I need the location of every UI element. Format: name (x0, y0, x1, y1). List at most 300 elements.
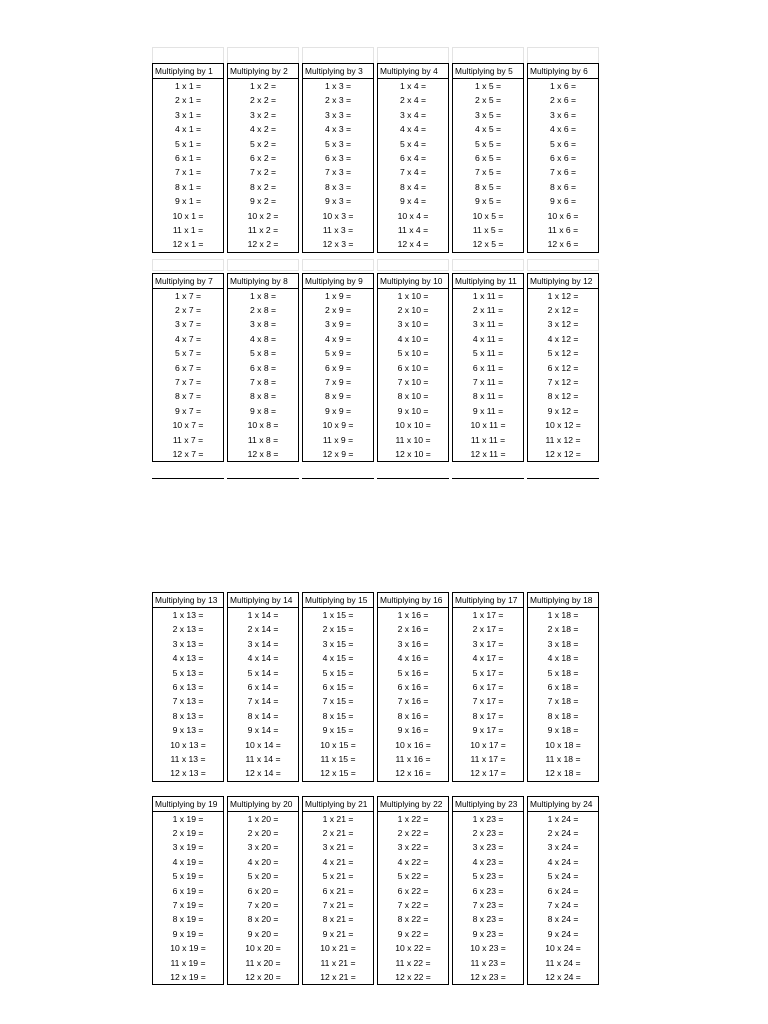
equation-row: 5 x 20 = (247, 871, 279, 882)
equation-row: 4 x 5 = (474, 124, 502, 135)
table-title: Multiplying by 22 (378, 797, 448, 812)
equation-row: 5 x 11 = (472, 348, 504, 359)
equation-row: 12 x 23 = (470, 971, 506, 982)
equation-row: 8 x 16 = (397, 710, 429, 721)
times-table (302, 273, 374, 463)
equation-row: 11 x 4 = (397, 224, 429, 235)
equation-row: 10 x 14 = (245, 739, 281, 750)
equation-row: 11 x 6 = (547, 224, 579, 235)
equation-row: 3 x 16 = (397, 638, 429, 649)
equation-row: 4 x 10 = (397, 333, 429, 344)
table-title: Multiplying by 8 (228, 274, 298, 289)
equation-row: 6 x 23 = (472, 885, 504, 896)
equation-row: 5 x 2 = (249, 138, 277, 149)
table-title: Multiplying by 2 (228, 64, 298, 79)
equation-row: 9 x 23 = (472, 928, 504, 939)
table-title: Multiplying by 15 (303, 593, 373, 608)
equation-row: 4 x 12 = (547, 333, 579, 344)
equation-row: 10 x 16 = (395, 739, 431, 750)
equation-row: 11 x 1 = (172, 224, 204, 235)
equation-row: 10 x 3 = (322, 210, 354, 221)
equation-row: 12 x 12 = (545, 448, 581, 459)
equation-row: 10 x 2 = (247, 210, 279, 221)
times-table (527, 63, 599, 253)
equation-row: 10 x 15 = (320, 739, 356, 750)
equation-row: 2 x 23 = (472, 828, 504, 839)
equation-row: 12 x 22 = (395, 971, 431, 982)
equation-row: 2 x 7 = (174, 305, 202, 316)
equation-row: 6 x 5 = (474, 152, 502, 163)
equation-row: 7 x 1 = (174, 167, 202, 178)
equation-row: 9 x 24 = (547, 928, 579, 939)
equation-row: 2 x 16 = (397, 624, 429, 635)
equation-row: 6 x 8 = (249, 362, 277, 373)
equation-row: 6 x 11 = (472, 362, 504, 373)
equation-row: 7 x 8 = (249, 377, 277, 388)
equation-row: 11 x 5 = (472, 224, 504, 235)
equation-row: 1 x 16 = (397, 610, 429, 620)
empty-grid-row (152, 253, 616, 271)
equation-row: 12 x 7 = (172, 448, 204, 459)
table-title: Multiplying by 17 (453, 593, 523, 608)
equation-row: 12 x 10 = (395, 448, 431, 459)
equation-row: 10 x 22 = (395, 943, 431, 954)
equation-row: 7 x 11 = (472, 377, 504, 388)
equation-row: 1 x 14 = (247, 610, 279, 620)
table-title: Multiplying by 12 (528, 274, 598, 289)
equation-row: 2 x 8 = (249, 305, 277, 316)
equation-row: 5 x 5 = (474, 138, 502, 149)
equation-row: 8 x 10 = (397, 391, 429, 402)
equation-row: 2 x 15 = (322, 624, 354, 635)
equation-row: 1 x 17 = (472, 610, 504, 620)
equation-row: 1 x 18 = (547, 610, 579, 620)
equation-row: 11 x 13 = (170, 753, 206, 764)
equation-row: 1 x 6 = (549, 81, 577, 91)
equation-row: 2 x 3 = (324, 95, 352, 106)
equation-row: 7 x 20 = (247, 900, 279, 911)
equation-row: 3 x 11 = (472, 319, 504, 330)
equation-row: 7 x 19 = (172, 900, 204, 911)
equation-row: 5 x 21 = (322, 871, 354, 882)
equation-row: 7 x 16 = (397, 696, 429, 707)
equation-row: 7 x 9 = (324, 377, 352, 388)
equation-row: 8 x 20 = (247, 914, 279, 925)
equation-row: 1 x 19 = (172, 813, 204, 824)
equation-row: 12 x 20 = (245, 971, 281, 982)
equation-row: 10 x 24 = (545, 943, 581, 954)
equation-row: 2 x 13 = (172, 624, 204, 635)
equation-row: 4 x 24 = (547, 856, 579, 867)
equation-row: 6 x 12 = (547, 362, 579, 373)
equation-row: 7 x 10 = (397, 377, 429, 388)
equation-row: 3 x 19 = (172, 842, 204, 853)
equation-row: 12 x 5 = (472, 239, 504, 250)
equation-row: 6 x 1 = (174, 152, 202, 163)
equation-row: 4 x 8 = (249, 333, 277, 344)
equation-row: 6 x 20 = (247, 885, 279, 896)
equation-row: 1 x 3 = (324, 81, 352, 91)
equation-row: 3 x 23 = (472, 842, 504, 853)
equation-row: 7 x 23 = (472, 900, 504, 911)
equation-row: 11 x 20 = (245, 957, 281, 968)
equation-row: 12 x 1 = (172, 239, 204, 250)
equation-row: 12 x 9 = (322, 448, 354, 459)
equation-row: 6 x 14 = (247, 681, 279, 692)
equation-row: 8 x 22 = (397, 914, 429, 925)
equation-row: 5 x 12 = (547, 348, 579, 359)
equation-row: 9 x 9 = (324, 405, 352, 416)
equation-row: 4 x 1 = (174, 124, 202, 135)
equation-row: 5 x 6 = (549, 138, 577, 149)
equation-row: 11 x 24 = (545, 957, 581, 968)
equation-row: 9 x 22 = (397, 928, 429, 939)
equation-row: 4 x 22 = (397, 856, 429, 867)
equation-row: 4 x 20 = (247, 856, 279, 867)
equation-row: 4 x 6 = (549, 124, 577, 135)
equation-row: 9 x 11 = (472, 405, 504, 416)
times-table (377, 592, 449, 782)
times-table (452, 63, 524, 253)
equation-row: 7 x 12 = (547, 377, 579, 388)
equation-row: 12 x 13 = (170, 768, 206, 779)
equation-row: 10 x 18 = (545, 739, 581, 750)
tables-row-13-to-18 (152, 592, 616, 782)
equation-row: 8 x 9 = (324, 391, 352, 402)
equation-row: 9 x 5 = (474, 196, 502, 207)
equation-row: 6 x 13 = (172, 681, 204, 692)
equation-row: 9 x 21 = (322, 928, 354, 939)
equation-row: 2 x 24 = (547, 828, 579, 839)
times-table (227, 273, 299, 463)
equation-row: 1 x 4 = (399, 81, 427, 91)
equation-row: 6 x 17 = (472, 681, 504, 692)
equation-row: 8 x 11 = (472, 391, 504, 402)
table-title: Multiplying by 9 (303, 274, 373, 289)
equation-row: 2 x 12 = (547, 305, 579, 316)
equation-row: 2 x 14 = (247, 624, 279, 635)
table-title: Multiplying by 14 (228, 593, 298, 608)
equation-row: 6 x 9 = (324, 362, 352, 373)
equation-row: 6 x 19 = (172, 885, 204, 896)
equation-row: 5 x 24 = (547, 871, 579, 882)
equation-row: 4 x 19 = (172, 856, 204, 867)
equation-row: 9 x 4 = (399, 196, 427, 207)
equation-row: 7 x 17 = (472, 696, 504, 707)
times-table (152, 796, 224, 986)
equation-row: 4 x 2 = (249, 124, 277, 135)
answer-lines (152, 478, 616, 479)
equation-row: 1 x 1 = (174, 81, 202, 91)
equation-row: 3 x 1 = (174, 109, 202, 120)
equation-row: 11 x 7 = (172, 434, 204, 445)
equation-row: 4 x 9 = (324, 333, 352, 344)
table-title: Multiplying by 20 (228, 797, 298, 812)
equation-row: 2 x 20 = (247, 828, 279, 839)
equation-row: 8 x 14 = (247, 710, 279, 721)
times-table (377, 796, 449, 986)
equation-row: 8 x 15 = (322, 710, 354, 721)
equation-row: 12 x 3 = (322, 239, 354, 250)
equation-row: 8 x 7 = (174, 391, 202, 402)
times-table (152, 63, 224, 253)
equation-row: 2 x 21 = (322, 828, 354, 839)
times-table (377, 63, 449, 253)
equation-row: 6 x 21 = (322, 885, 354, 896)
equation-row: 10 x 10 = (395, 420, 431, 431)
equation-row: 11 x 21 = (320, 957, 356, 968)
equation-row: 9 x 6 = (549, 196, 577, 207)
equation-row: 2 x 9 = (324, 305, 352, 316)
times-table (527, 796, 599, 986)
equation-row: 8 x 1 = (174, 181, 202, 192)
equation-row: 3 x 4 = (399, 109, 427, 120)
equation-row: 5 x 23 = (472, 871, 504, 882)
equation-row: 11 x 22 = (395, 957, 431, 968)
equation-row: 1 x 23 = (472, 813, 504, 824)
equation-row: 6 x 22 = (397, 885, 429, 896)
equation-row: 12 x 18 = (545, 768, 581, 779)
table-title: Multiplying by 18 (528, 593, 598, 608)
equation-row: 1 x 8 = (249, 290, 277, 301)
times-table (302, 592, 374, 782)
equation-row: 2 x 6 = (549, 95, 577, 106)
equation-row: 7 x 22 = (397, 900, 429, 911)
equation-row: 1 x 24 = (547, 813, 579, 824)
table-title: Multiplying by 6 (528, 64, 598, 79)
table-title: Multiplying by 4 (378, 64, 448, 79)
table-title: Multiplying by 7 (153, 274, 223, 289)
equation-row: 5 x 3 = (324, 138, 352, 149)
equation-row: 7 x 18 = (547, 696, 579, 707)
equation-row: 7 x 4 = (399, 167, 427, 178)
equation-row: 11 x 18 = (545, 753, 581, 764)
times-table (527, 592, 599, 782)
times-table (377, 273, 449, 463)
equation-row: 11 x 19 = (170, 957, 206, 968)
equation-row: 10 x 11 = (470, 420, 506, 431)
equation-row: 7 x 6 = (549, 167, 577, 178)
equation-row: 8 x 23 = (472, 914, 504, 925)
equation-row: 7 x 7 = (174, 377, 202, 388)
equation-row: 10 x 9 = (322, 420, 354, 431)
equation-row: 10 x 5 = (472, 210, 504, 221)
equation-row: 5 x 18 = (547, 667, 579, 678)
equation-row: 11 x 8 = (247, 434, 279, 445)
equation-row: 8 x 17 = (472, 710, 504, 721)
equation-row: 8 x 19 = (172, 914, 204, 925)
equation-row: 7 x 21 = (322, 900, 354, 911)
equation-row: 9 x 2 = (249, 196, 277, 207)
equation-row: 2 x 1 = (174, 95, 202, 106)
times-table (302, 796, 374, 986)
equation-row: 3 x 22 = (397, 842, 429, 853)
equation-row: 12 x 11 = (470, 448, 506, 459)
equation-row: 2 x 22 = (397, 828, 429, 839)
equation-row: 10 x 1 = (172, 210, 204, 221)
tables-row-7-to-12 (152, 273, 616, 463)
equation-row: 5 x 17 = (472, 667, 504, 678)
times-table (227, 592, 299, 782)
equation-row: 6 x 6 = (549, 152, 577, 163)
equation-row: 5 x 10 = (397, 348, 429, 359)
equation-row: 2 x 19 = (172, 828, 204, 839)
table-title: Multiplying by 24 (528, 797, 598, 812)
equation-row: 11 x 16 = (395, 753, 431, 764)
equation-row: 10 x 21 = (320, 943, 356, 954)
table-title: Multiplying by 1 (153, 64, 223, 79)
equation-row: 10 x 7 = (172, 420, 204, 431)
equation-row: 9 x 8 = (249, 405, 277, 416)
equation-row: 8 x 5 = (474, 181, 502, 192)
times-table (152, 592, 224, 782)
table-title: Multiplying by 16 (378, 593, 448, 608)
equation-row: 3 x 9 = (324, 319, 352, 330)
equation-row: 8 x 4 = (399, 181, 427, 192)
equation-row: 7 x 15 = (322, 696, 354, 707)
table-title: Multiplying by 11 (453, 274, 523, 289)
table-title: Multiplying by 13 (153, 593, 223, 608)
equation-row: 5 x 13 = (172, 667, 204, 678)
equation-row: 3 x 8 = (249, 319, 277, 330)
equation-row: 8 x 21 = (322, 914, 354, 925)
equation-row: 8 x 18 = (547, 710, 579, 721)
equation-row: 12 x 2 = (247, 239, 279, 250)
equation-row: 5 x 9 = (324, 348, 352, 359)
equation-row: 6 x 10 = (397, 362, 429, 373)
times-table (452, 592, 524, 782)
equation-row: 3 x 2 = (249, 109, 277, 120)
equation-row: 7 x 3 = (324, 167, 352, 178)
equation-row: 10 x 12 = (545, 420, 581, 431)
equation-row: 1 x 20 = (247, 813, 279, 824)
equation-row: 12 x 16 = (395, 768, 431, 779)
equation-row: 9 x 18 = (547, 725, 579, 736)
equation-row: 12 x 19 = (170, 971, 206, 982)
table-title: Multiplying by 10 (378, 274, 448, 289)
times-table (227, 63, 299, 253)
equation-row: 7 x 14 = (247, 696, 279, 707)
table-title: Multiplying by 3 (303, 64, 373, 79)
equation-row: 10 x 19 = (170, 943, 206, 954)
equation-row: 8 x 13 = (172, 710, 204, 721)
equation-row: 1 x 2 = (249, 81, 277, 91)
equation-row: 12 x 8 = (247, 448, 279, 459)
times-table (227, 796, 299, 986)
empty-grid-row (152, 47, 616, 63)
equation-row: 5 x 8 = (249, 348, 277, 359)
equation-row: 11 x 17 = (470, 753, 506, 764)
equation-row: 11 x 11 = (470, 434, 506, 445)
equation-row: 3 x 13 = (172, 638, 204, 649)
equation-row: 7 x 5 = (474, 167, 502, 178)
equation-row: 12 x 24 = (545, 971, 581, 982)
equation-row: 6 x 24 = (547, 885, 579, 896)
equation-row: 9 x 15 = (322, 725, 354, 736)
equation-row: 4 x 3 = (324, 124, 352, 135)
equation-row: 4 x 14 = (247, 653, 279, 664)
equation-row: 9 x 16 = (397, 725, 429, 736)
equation-row: 3 x 14 = (247, 638, 279, 649)
equation-row: 2 x 5 = (474, 95, 502, 106)
equation-row: 1 x 21 = (322, 813, 354, 824)
equation-row: 9 x 17 = (472, 725, 504, 736)
equation-row: 2 x 10 = (397, 305, 429, 316)
equation-row: 1 x 7 = (174, 290, 202, 301)
sheet-2 (152, 592, 616, 985)
equation-row: 1 x 13 = (172, 610, 204, 620)
table-title: Multiplying by 5 (453, 64, 523, 79)
equation-row: 7 x 2 = (249, 167, 277, 178)
equation-row: 1 x 12 = (547, 290, 579, 301)
table-title: Multiplying by 21 (303, 797, 373, 812)
equation-row: 1 x 9 = (324, 290, 352, 301)
equation-row: 3 x 17 = (472, 638, 504, 649)
equation-row: 6 x 3 = (324, 152, 352, 163)
equation-row: 6 x 2 = (249, 152, 277, 163)
equation-row: 9 x 13 = (172, 725, 204, 736)
equation-row: 11 x 15 = (320, 753, 356, 764)
equation-row: 4 x 18 = (547, 653, 579, 664)
equation-row: 12 x 15 = (320, 768, 356, 779)
equation-row: 11 x 23 = (470, 957, 506, 968)
equation-row: 10 x 13 = (170, 739, 206, 750)
equation-row: 4 x 17 = (472, 653, 504, 664)
equation-row: 12 x 14 = (245, 768, 281, 779)
equation-row: 1 x 5 = (474, 81, 502, 91)
equation-row: 3 x 7 = (174, 319, 202, 330)
times-table (302, 63, 374, 253)
equation-row: 2 x 18 = (547, 624, 579, 635)
equation-row: 2 x 17 = (472, 624, 504, 635)
equation-row: 2 x 4 = (399, 95, 427, 106)
tables-row-1-to-6 (152, 63, 616, 253)
equation-row: 4 x 13 = (172, 653, 204, 664)
equation-row: 11 x 14 = (245, 753, 281, 764)
tables-row-19-to-24 (152, 796, 616, 986)
equation-row: 3 x 20 = (247, 842, 279, 853)
equation-row: 10 x 20 = (245, 943, 281, 954)
equation-row: 4 x 4 = (399, 124, 427, 135)
equation-row: 4 x 15 = (322, 653, 354, 664)
equation-row: 6 x 16 = (397, 681, 429, 692)
equation-row: 11 x 2 = (247, 224, 279, 235)
equation-row: 12 x 21 = (320, 971, 356, 982)
equation-row: 5 x 22 = (397, 871, 429, 882)
equation-row: 5 x 14 = (247, 667, 279, 678)
equation-row: 7 x 24 = (547, 900, 579, 911)
equation-row: 2 x 11 = (472, 305, 504, 316)
equation-row: 5 x 15 = (322, 667, 354, 678)
equation-row: 6 x 15 = (322, 681, 354, 692)
equation-row: 5 x 7 = (174, 348, 202, 359)
equation-row: 8 x 8 = (249, 391, 277, 402)
equation-row: 5 x 16 = (397, 667, 429, 678)
equation-row: 12 x 6 = (547, 239, 579, 250)
equation-row: 9 x 3 = (324, 196, 352, 207)
equation-row: 8 x 24 = (547, 914, 579, 925)
equation-row: 8 x 6 = (549, 181, 577, 192)
equation-row: 8 x 3 = (324, 181, 352, 192)
equation-row: 1 x 10 = (397, 290, 429, 301)
equation-row: 5 x 19 = (172, 871, 204, 882)
equation-row: 9 x 1 = (174, 196, 202, 207)
equation-row: 9 x 20 = (247, 928, 279, 939)
equation-row: 10 x 17 = (470, 739, 506, 750)
times-table (152, 273, 224, 463)
equation-row: 3 x 3 = (324, 109, 352, 120)
equation-row: 3 x 18 = (547, 638, 579, 649)
